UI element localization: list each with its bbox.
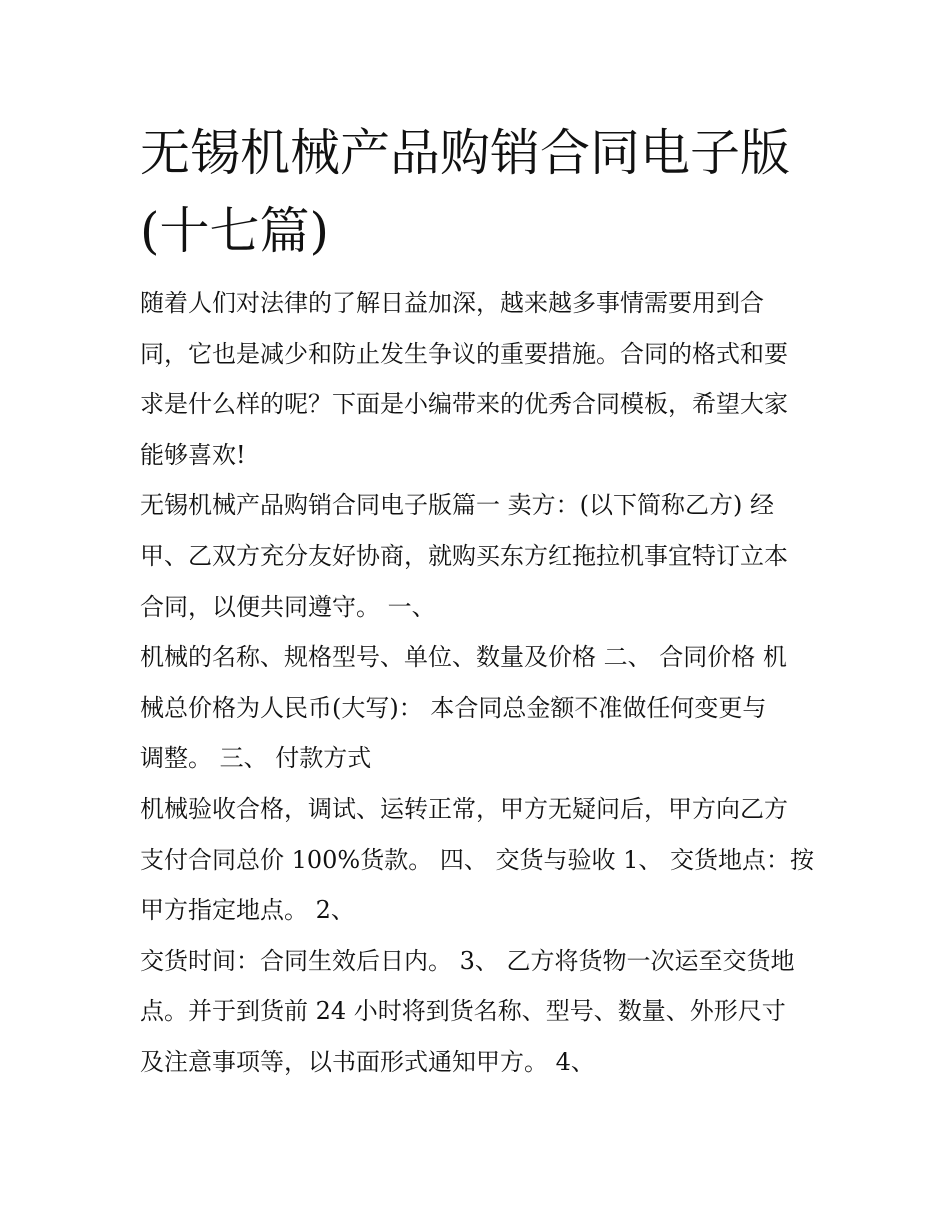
body-line: 甲、乙双方充分友好协商，就购买东方红拖拉机事宜特订立本 — [140, 541, 788, 570]
body-line: 甲方指定地点。 2、 — [140, 896, 355, 925]
body-line: 能够喜欢! — [140, 440, 246, 469]
body-line: 机械验收合格，调试、运转正常，甲方无疑问后，甲方向乙方 — [140, 794, 788, 823]
body-line: 及注意事项等，以书面形式通知甲方。 4、 — [140, 1047, 595, 1076]
body-line: 机械的名称、规格型号、单位、数量及价格 二、 合同价格 机 — [140, 643, 787, 672]
title-line: (十七篇) — [140, 202, 330, 260]
body-line: 交货时间：合同生效后日内。 3、 乙方将货物一次运至交货地 — [140, 946, 795, 975]
title-line: 无锡机械产品购销合同电子版 — [140, 124, 790, 182]
body-line: 合同，以便共同遵守。 一、 — [140, 592, 436, 621]
body-line: 械总价格为人民币(大写)： 本合同总金额不准做任何变更与 — [140, 693, 767, 722]
body-line: 求是什么样的呢？下面是小编带来的优秀合同模板，希望大家 — [140, 390, 788, 419]
document-body — [140, 278, 820, 1088]
body-line: 无锡机械产品购销合同电子版篇一 卖方：(以下简称乙方) 经 — [140, 491, 774, 520]
body-line: 调整。 三、 付款方式 — [140, 744, 372, 773]
body-line: 同，它也是减少和防止发生争议的重要措施。合同的格式和要 — [140, 339, 788, 368]
body-line: 支付合同总价 100%货款。 四、 交货与验收 1、 交货地点：按 — [140, 845, 815, 874]
body-line: 随着人们对法律的了解日益加深，越来越多事情需要用到合 — [140, 289, 764, 317]
body-line: 点。并于到货前 24 小时将到货名称、型号、数量、外形尺寸 — [140, 997, 786, 1026]
document-title — [140, 114, 820, 270]
